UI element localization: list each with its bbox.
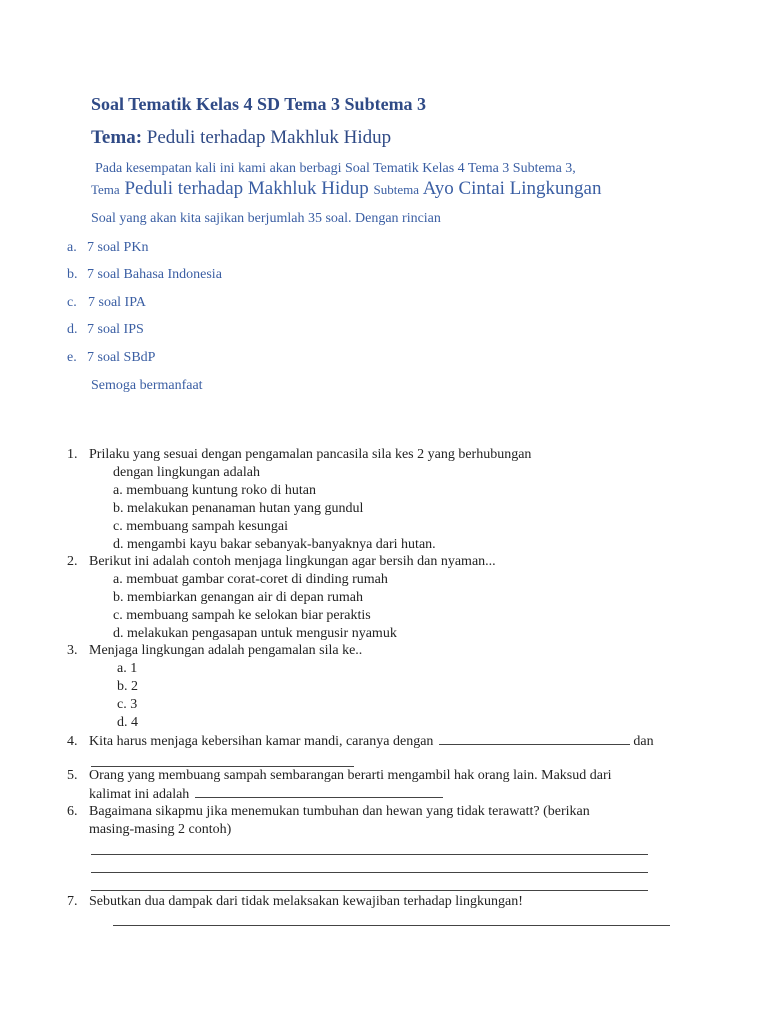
list-marker: e. xyxy=(67,350,77,365)
list-marker: b. xyxy=(67,267,78,282)
option: c. membuang sampah kesungai xyxy=(113,519,288,534)
count-line: Soal yang akan kita sajikan berjumlah 35 soal. Dengan rincian xyxy=(91,211,441,226)
question-number: 4. xyxy=(67,734,78,749)
option: b. melakukan penanaman hutan yang gundul xyxy=(113,501,364,516)
question-text: Bagaimana sikapmu jika menemukan tumbuhan dan hewan yang tidak terawatt? (berikan xyxy=(89,804,590,819)
answer-line[interactable] xyxy=(91,854,648,855)
list-text: 7 soal SBdP xyxy=(87,350,156,365)
question-number: 5. xyxy=(67,768,78,783)
question-6 xyxy=(67,804,590,820)
option: c. membuang sampah ke selokan biar peraktis xyxy=(113,608,371,623)
answer-line[interactable] xyxy=(91,766,354,767)
question-number: 6. xyxy=(67,804,78,819)
list-marker: c. xyxy=(67,295,77,310)
question-5 xyxy=(67,768,612,784)
question-3 xyxy=(67,643,362,659)
list-item xyxy=(67,240,148,256)
list-item xyxy=(67,295,146,311)
answer-blank[interactable] xyxy=(195,786,443,798)
intro-subtema-name: Ayo Cintai Lingkungan xyxy=(422,178,602,199)
question-6-continuation: masing-masing 2 contoh) xyxy=(89,822,232,837)
answer-line[interactable] xyxy=(113,925,670,926)
intro-line: Pada kesempatan kali ini kami akan berbagi Soal Tematik Kelas 4 Tema 3 Subtema 3, xyxy=(95,161,576,176)
question-4 xyxy=(67,733,654,750)
tema-label: Tema: xyxy=(91,127,143,148)
list-text: 7 soal IPS xyxy=(87,322,144,337)
option: b. 2 xyxy=(117,679,138,694)
question-number: 2. xyxy=(67,554,78,569)
question-text: Sebutkan dua dampak dari tidak melaksakan kewajiban terhadap lingkungan! xyxy=(89,894,523,909)
option: a. membuat gambar corat-coret di dinding rumah xyxy=(113,572,388,587)
question-2 xyxy=(67,554,496,570)
question-1 xyxy=(67,447,531,463)
option: c. 3 xyxy=(117,697,138,712)
tema-value: Peduli terhadap Makhluk Hidup xyxy=(146,127,392,148)
option: d. 4 xyxy=(117,715,138,730)
option: a. 1 xyxy=(117,661,138,676)
question-text: Prilaku yang sesuai dengan pengamalan pancasila sila kes 2 yang berhubungan xyxy=(89,447,532,462)
option: d. melakukan pengasapan untuk mengusir nyamuk xyxy=(113,626,397,641)
answer-line[interactable] xyxy=(91,872,648,873)
list-marker: a. xyxy=(67,240,77,255)
list-text: 7 soal Bahasa Indonesia xyxy=(87,267,222,282)
question-number: 3. xyxy=(67,643,78,658)
intro-tema-line xyxy=(91,178,601,200)
question-text: kalimat ini adalah xyxy=(89,787,190,802)
question-7 xyxy=(67,894,523,910)
page-title: Soal Tematik Kelas 4 SD Tema 3 Subtema 3 xyxy=(91,94,427,114)
question-text: Menjaga lingkungan adalah pengamalan sila ke.. xyxy=(89,643,363,658)
question-text: Kita harus menjaga kebersihan kamar mandi, caranya dengan xyxy=(89,734,434,749)
answer-blank[interactable] xyxy=(439,733,630,745)
question-text: Berikut ini adalah contoh menjaga lingkungan agar bersih dan nyaman... xyxy=(89,554,496,569)
option: a. membuang kuntung roko di hutan xyxy=(113,483,316,498)
question-5-continuation xyxy=(89,786,443,803)
intro-tema-word: Tema xyxy=(91,182,120,197)
option: d. mengambi kayu bakar sebanyak-banyaknya dari hutan. xyxy=(113,537,436,552)
question-text-after: dan xyxy=(633,734,654,749)
list-item xyxy=(67,322,144,338)
option: b. membiarkan genangan air di depan rumah xyxy=(113,590,363,605)
question-text: Orang yang membuang sampah sembarangan berarti mengambil hak orang lain. Maksud dari xyxy=(89,768,612,783)
question-number: 1. xyxy=(67,447,78,462)
intro-tema-name: Peduli terhadap Makhluk Hidup xyxy=(124,178,369,199)
intro-subtema-word: Subtema xyxy=(373,182,420,197)
closing-text: Semoga bermanfaat xyxy=(91,378,203,393)
list-text: 7 soal PKn xyxy=(87,240,149,255)
answer-line[interactable] xyxy=(91,890,648,891)
question-number: 7. xyxy=(67,894,78,909)
list-text: 7 soal IPA xyxy=(88,295,146,310)
list-item xyxy=(67,350,155,366)
list-marker: d. xyxy=(67,322,78,337)
tema-heading xyxy=(91,127,391,149)
list-item xyxy=(67,267,222,283)
question-1-continuation: dengan lingkungan adalah xyxy=(113,465,260,480)
